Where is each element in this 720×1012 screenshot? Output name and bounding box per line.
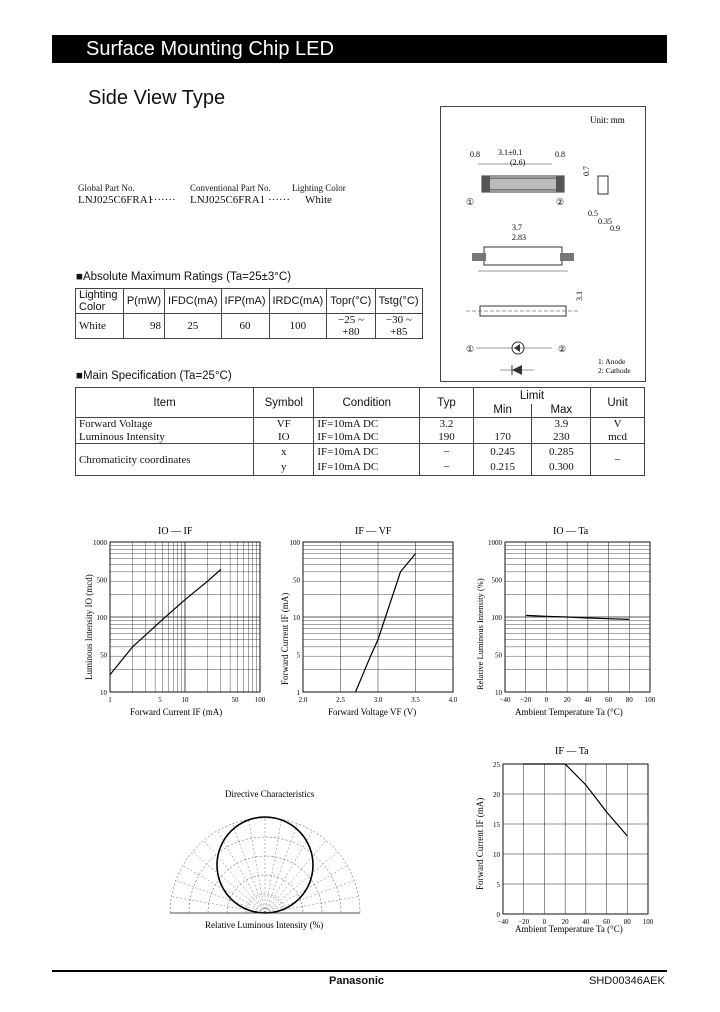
graph-io-ta bbox=[465, 520, 665, 720]
y-tick-label: 50 bbox=[293, 576, 300, 585]
y-tick-label: 25 bbox=[493, 761, 500, 769]
terminal-label: ② bbox=[556, 197, 565, 207]
dim-label: 3.1 bbox=[575, 291, 584, 301]
y-tick-label: 10 bbox=[293, 614, 300, 622]
x-axis-label: Ambient Temperature Ta (°C) bbox=[515, 707, 623, 717]
spec-item: Luminous Intensity bbox=[76, 431, 254, 444]
ratings-header: Tstg(°C) bbox=[375, 289, 422, 314]
ratings-cell: 98 bbox=[123, 314, 164, 339]
ratings-cell: 100 bbox=[269, 314, 327, 339]
dim-label: 0.5 bbox=[588, 209, 598, 218]
y-tick-label: 20 bbox=[493, 791, 500, 799]
y-tick-label: 100 bbox=[289, 539, 300, 547]
footer-rule bbox=[52, 970, 667, 972]
y-tick-label: 5 bbox=[496, 881, 500, 889]
x-axis-label: Forward Voltage VF (V) bbox=[328, 707, 417, 717]
dim-label: 2.83 bbox=[512, 233, 526, 242]
spec-h-limit: Limit bbox=[473, 388, 590, 404]
plot-area bbox=[290, 539, 458, 704]
ratings-header-row bbox=[76, 289, 423, 314]
spec-symbol: IO bbox=[254, 431, 314, 444]
polar-plot bbox=[170, 817, 360, 913]
x-axis-label: Ambient Temperature Ta (°C) bbox=[515, 924, 623, 934]
ratings-row bbox=[76, 314, 423, 339]
x-tick-label: 40 bbox=[584, 696, 592, 704]
dim-label: 0.7 bbox=[582, 166, 591, 176]
plot-area bbox=[493, 761, 654, 926]
y-tick-label: 10 bbox=[100, 689, 107, 697]
series-line bbox=[110, 570, 221, 675]
y-axis-label: Luminous Intensity IO (mcd) bbox=[84, 574, 94, 680]
x-tick-label: 100 bbox=[642, 918, 654, 926]
y-tick-label: 500 bbox=[96, 576, 107, 585]
graph-title: IO — Ta bbox=[553, 526, 589, 537]
dim-label: (2.6) bbox=[510, 158, 526, 167]
y-tick-label: 50 bbox=[495, 651, 502, 660]
x-tick-label: 0 bbox=[542, 918, 547, 926]
ratings-cell: White bbox=[76, 314, 124, 339]
part-col-color: Lighting Color bbox=[292, 183, 346, 193]
spec-condition: IF=10mA DC bbox=[314, 418, 420, 431]
dim-label: 0.35 bbox=[598, 217, 612, 226]
spec-typ: − bbox=[420, 444, 474, 460]
ratings-heading: ■Absolute Maximum Ratings (Ta=25±3°C) bbox=[76, 271, 292, 283]
spec-condition: IF=10mA DC bbox=[314, 460, 420, 476]
y-tick-label: 100 bbox=[491, 614, 502, 622]
x-axis-label: Forward Current IF (mA) bbox=[130, 707, 223, 717]
package-drawing bbox=[440, 106, 646, 382]
x-tick-label: −20 bbox=[518, 918, 530, 926]
spec-unit: V bbox=[591, 418, 645, 431]
x-axis-label: Relative Luminous Intensity (%) bbox=[205, 920, 324, 930]
ratings-cell: 25 bbox=[165, 314, 222, 339]
x-tick-label: −20 bbox=[520, 696, 532, 704]
graph-if-ta bbox=[465, 740, 665, 940]
spec-item: Chromaticity coordinates bbox=[76, 444, 254, 476]
spec-row bbox=[76, 431, 645, 444]
x-tick-label: 1 bbox=[108, 696, 112, 704]
cathode-label: 2: Cathode bbox=[598, 366, 631, 375]
y-tick-label: 1000 bbox=[93, 539, 107, 547]
spec-table bbox=[75, 387, 645, 476]
series-line bbox=[526, 615, 630, 619]
spec-h-min: Min bbox=[473, 404, 532, 418]
subtitle: Side View Type bbox=[88, 87, 226, 109]
spec-header-row bbox=[76, 388, 645, 404]
ratings-header: IRDC(mA) bbox=[269, 289, 327, 314]
spec-min: 0.245 bbox=[473, 444, 532, 460]
title-bar bbox=[52, 35, 667, 63]
part-color: White bbox=[305, 194, 332, 206]
x-tick-label: 100 bbox=[644, 696, 656, 704]
x-tick-label: 20 bbox=[561, 918, 569, 926]
x-tick-label: 5 bbox=[158, 696, 162, 704]
plot-area bbox=[93, 539, 266, 704]
leader-dots: ······ bbox=[268, 194, 290, 206]
spec-unit: − bbox=[591, 444, 645, 476]
spec-condition: IF=10mA DC bbox=[314, 444, 420, 460]
x-tick-label: 40 bbox=[582, 918, 590, 926]
x-tick-label: 60 bbox=[605, 696, 613, 704]
spec-max: 3.9 bbox=[532, 418, 591, 431]
y-tick-label: 100 bbox=[96, 614, 107, 622]
spec-h-typ: Typ bbox=[420, 388, 474, 418]
x-tick-label: 10 bbox=[181, 696, 189, 704]
spec-typ: − bbox=[420, 460, 474, 476]
ratings-cell: −30 ~ +85 bbox=[375, 314, 422, 339]
ratings-header: Lighting Color bbox=[76, 289, 124, 314]
leader-dots: ······· bbox=[150, 194, 176, 206]
x-tick-label: 80 bbox=[625, 696, 633, 704]
y-tick-label: 0 bbox=[496, 911, 500, 919]
graph-title: IF — VF bbox=[355, 526, 392, 537]
unit-label: Unit: mm bbox=[590, 115, 625, 125]
x-tick-label: −40 bbox=[497, 918, 509, 926]
anode-label: 1: Anode bbox=[598, 357, 626, 366]
spec-h-condition: Condition bbox=[314, 388, 420, 418]
x-tick-label: 2.0 bbox=[298, 696, 308, 704]
y-axis-label: Forward Current IF (mA) bbox=[475, 797, 485, 890]
spec-item: Forward Voltage bbox=[76, 418, 254, 431]
spec-max: 0.285 bbox=[532, 444, 591, 460]
ratings-cell: 60 bbox=[221, 314, 269, 339]
ratings-header: P(mW) bbox=[123, 289, 164, 314]
x-tick-label: 20 bbox=[563, 696, 571, 704]
ratings-header: IFP(mA) bbox=[221, 289, 269, 314]
ratings-cell: −25 ~ +80 bbox=[327, 314, 375, 339]
spec-h-unit: Unit bbox=[591, 388, 645, 418]
y-tick-label: 15 bbox=[493, 821, 500, 829]
spec-row bbox=[76, 418, 645, 431]
x-tick-label: 3.5 bbox=[411, 696, 420, 704]
ratings-table bbox=[75, 288, 423, 339]
x-tick-label: 4.0 bbox=[448, 696, 458, 704]
spec-typ: 3.2 bbox=[420, 418, 474, 431]
x-tick-label: 60 bbox=[603, 918, 611, 926]
spec-min bbox=[473, 418, 532, 431]
spec-symbol: y bbox=[254, 460, 314, 476]
brand-logo: Panasonic bbox=[329, 975, 385, 987]
spec-condition: IF=10mA DC bbox=[314, 431, 420, 444]
directive-characteristics bbox=[150, 785, 380, 935]
ratings-header: IFDC(mA) bbox=[165, 289, 222, 314]
plot-area bbox=[488, 539, 656, 704]
spec-unit: mcd bbox=[591, 431, 645, 444]
plot-frame bbox=[503, 764, 648, 914]
terminal-label: ① bbox=[466, 344, 475, 354]
dim-label: 3.7 bbox=[512, 223, 522, 232]
spec-h-max: Max bbox=[532, 404, 591, 418]
graph-title: IF — Ta bbox=[555, 746, 589, 757]
y-tick-label: 10 bbox=[493, 851, 500, 859]
spec-max: 0.300 bbox=[532, 460, 591, 476]
y-axis-label: Forward Current IF (mA) bbox=[280, 592, 290, 685]
document-code: SHD00346AEK bbox=[589, 975, 665, 987]
page-title: Surface Mounting Chip LED bbox=[86, 38, 334, 60]
graph-title: IO — IF bbox=[158, 526, 193, 537]
ratings-header: Topr(°C) bbox=[327, 289, 375, 314]
y-tick-label: 10 bbox=[495, 689, 502, 697]
terminal-label: ② bbox=[558, 344, 567, 354]
dim-label: 0.9 bbox=[610, 224, 620, 233]
x-tick-label: 50 bbox=[231, 696, 239, 704]
y-tick-label: 50 bbox=[100, 651, 107, 660]
dim-label: 0.8 bbox=[555, 150, 565, 159]
spec-h-item: Item bbox=[76, 388, 254, 418]
spec-min: 0.215 bbox=[473, 460, 532, 476]
terminal-label: ① bbox=[466, 197, 475, 207]
spec-row bbox=[76, 444, 645, 460]
x-tick-label: 2.5 bbox=[336, 696, 345, 704]
spec-typ: 190 bbox=[420, 431, 474, 444]
spec-symbol: x bbox=[254, 444, 314, 460]
spec-min: 170 bbox=[473, 431, 532, 444]
graph-io-if bbox=[70, 520, 275, 720]
y-tick-label: 5 bbox=[296, 651, 300, 660]
y-axis-label: Relative Luminous Intensity (%) bbox=[475, 578, 485, 690]
series-line bbox=[356, 554, 416, 692]
spec-h-symbol: Symbol bbox=[254, 388, 314, 418]
part-conventional: LNJ025C6FRA1 bbox=[190, 194, 266, 206]
x-tick-label: 0 bbox=[544, 696, 549, 704]
dim-label: 3.1±0.1 bbox=[498, 148, 523, 157]
x-tick-label: 3.0 bbox=[373, 696, 383, 704]
x-tick-label: −40 bbox=[499, 696, 511, 704]
spec-symbol: VF bbox=[254, 418, 314, 431]
graph-if-vf bbox=[270, 520, 460, 720]
part-global: LNJ025C6FRA1 bbox=[78, 194, 154, 206]
y-tick-label: 1 bbox=[296, 689, 300, 697]
x-tick-label: 80 bbox=[623, 918, 631, 926]
series-line bbox=[524, 764, 628, 836]
spec-heading: ■Main Specification (Ta=25°C) bbox=[76, 370, 232, 382]
part-col-global: Global Part No. bbox=[78, 183, 135, 193]
dim-label: 0.8 bbox=[470, 150, 480, 159]
y-tick-label: 500 bbox=[491, 576, 502, 585]
x-tick-label: 100 bbox=[254, 696, 266, 704]
y-tick-label: 1000 bbox=[488, 539, 502, 547]
spec-max: 230 bbox=[532, 431, 591, 444]
part-col-conventional: Conventional Part No. bbox=[190, 183, 271, 193]
graph-title: Directive Characteristics bbox=[225, 789, 315, 799]
